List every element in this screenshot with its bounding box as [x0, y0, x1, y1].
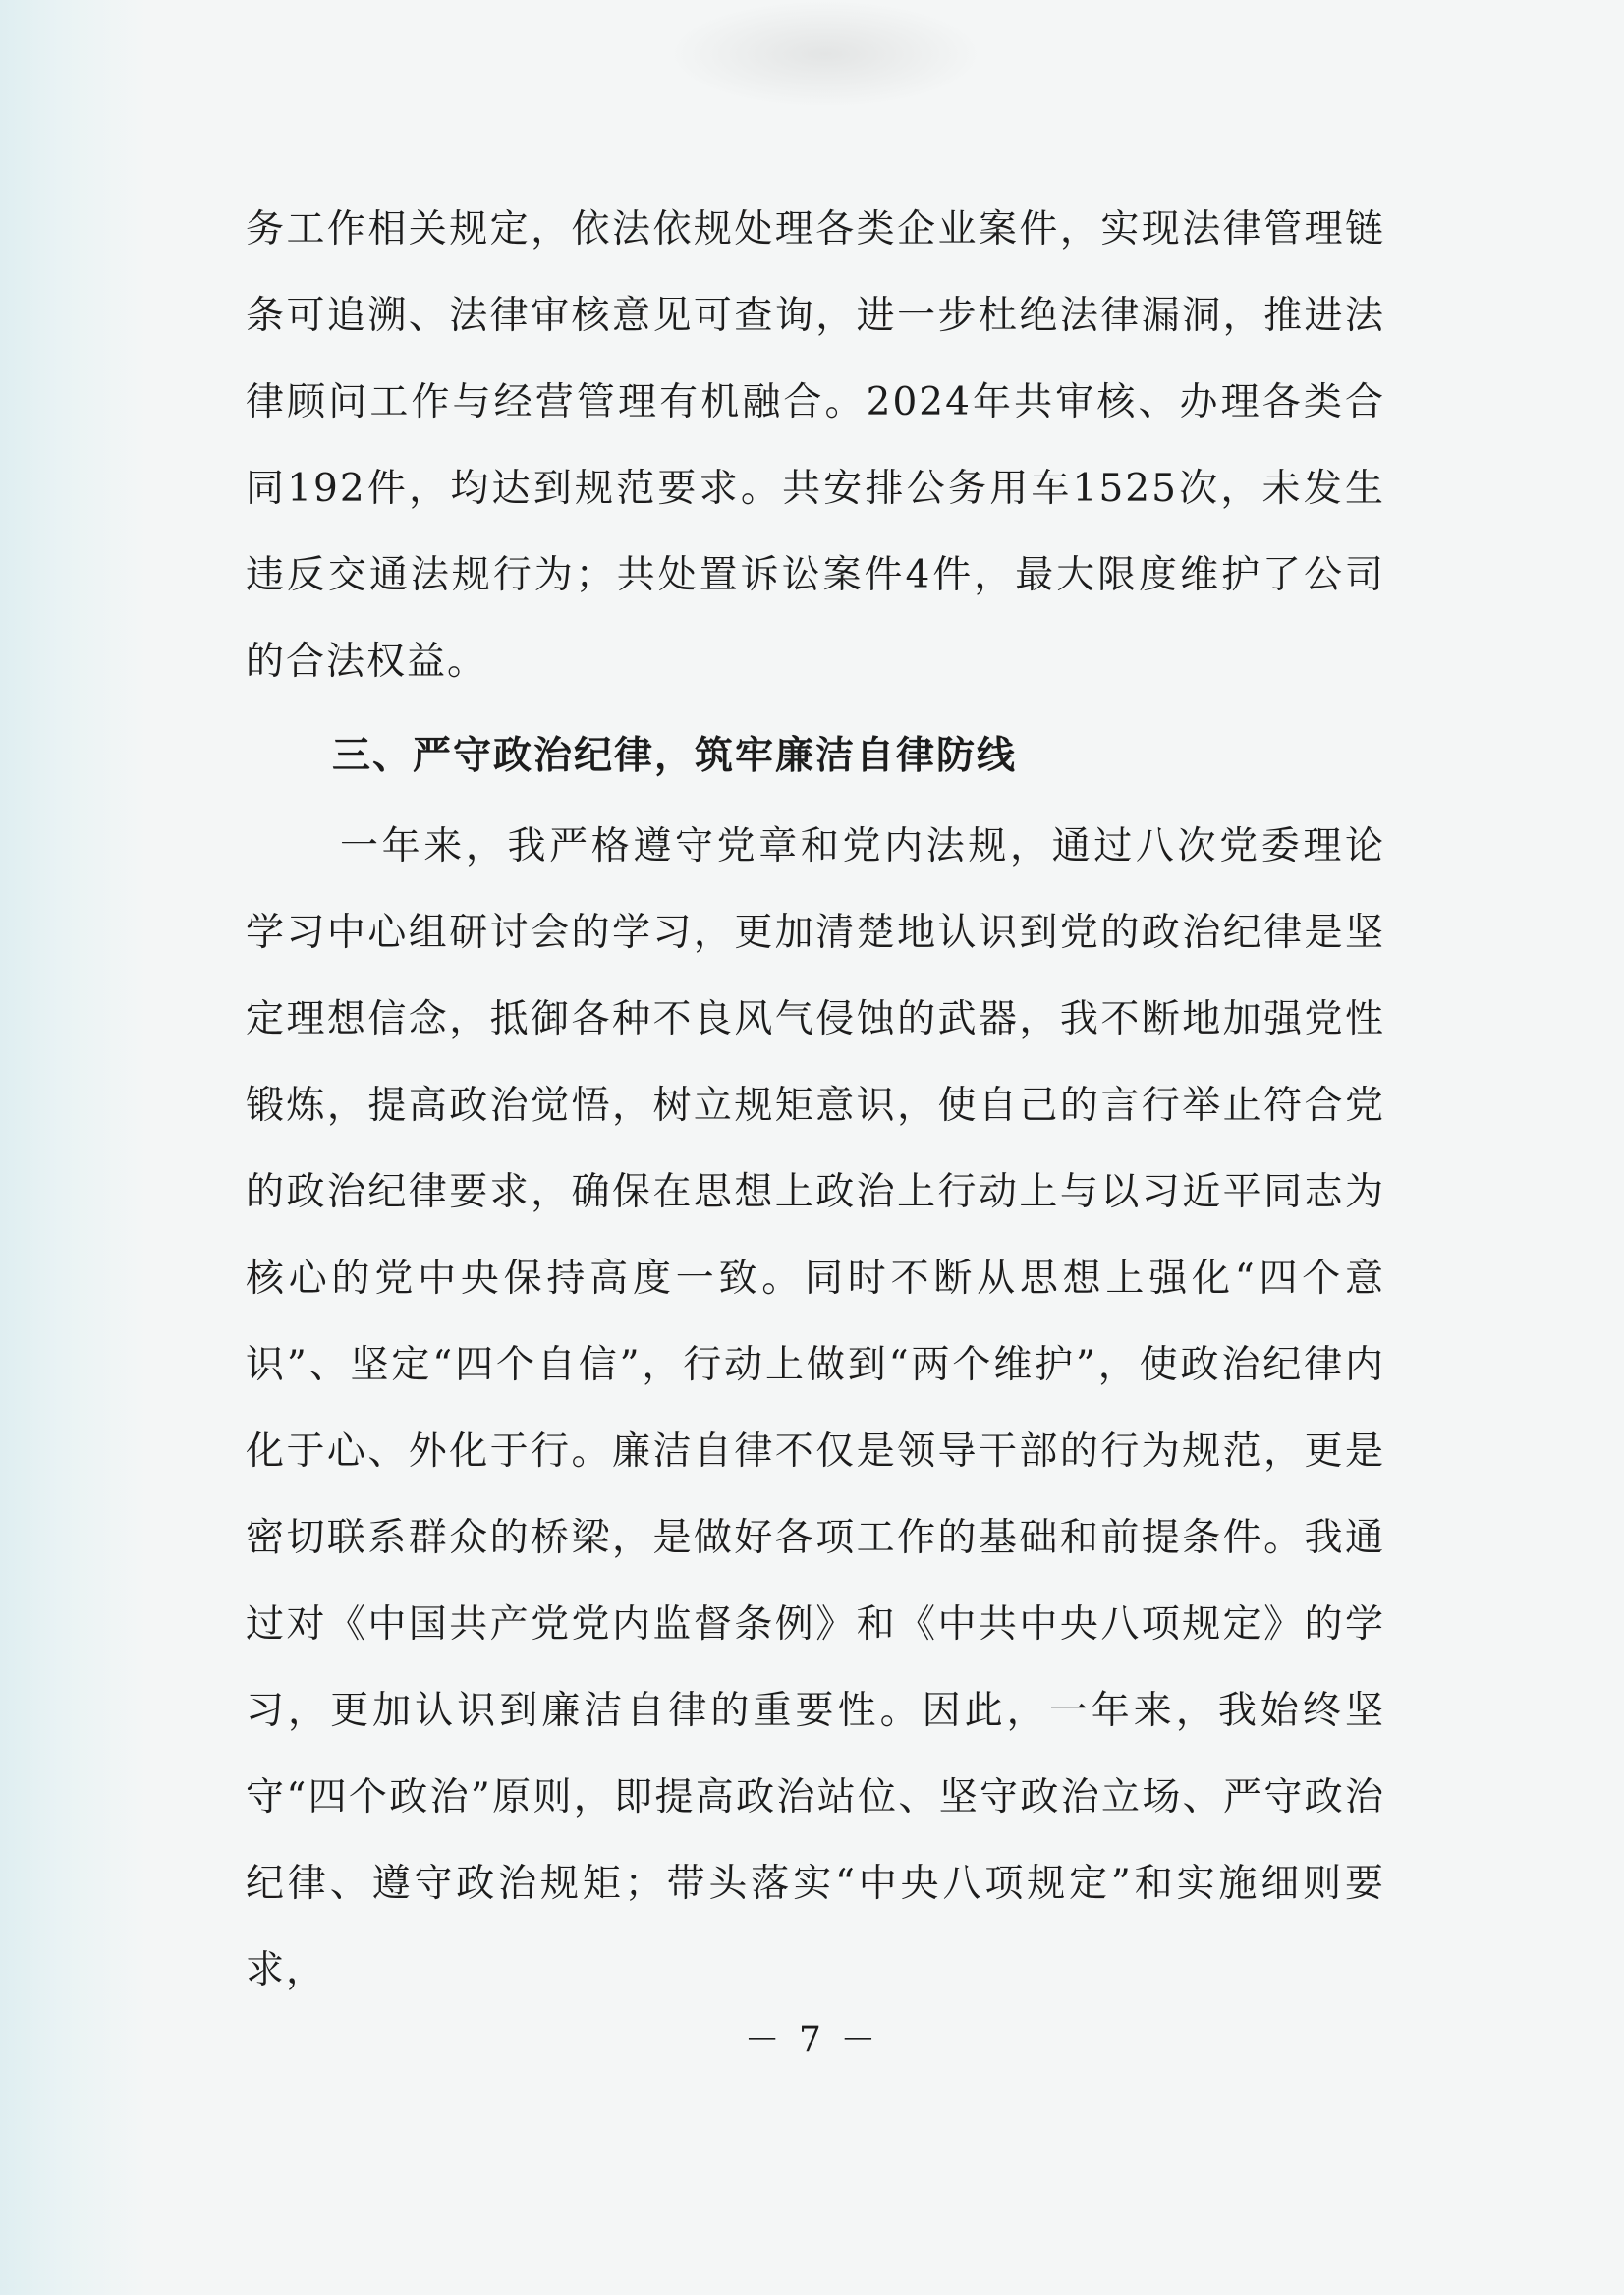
- ink-bleed-through: [668, 0, 982, 108]
- page-number: － 7 －: [744, 2020, 880, 2060]
- section-paragraph: 一年来，我严格遵守党章和党内法规，通过八次党委理论学习中心组研讨会的学习，更加清楚地认识到党的政治纪律是坚定理想信念，抵御各种不良风气侵蚀的武器，我不断地加强党性锻炼，提高政治觉悟，树立规矩意识，使自己的言行举止符合党的政治纪律要求，确保在思想上政治上行动上与以习近平同志为核心的党中央保持高度一致。同时不断从思想上强化“四个意识”、坚定“四个自信”，行动上做到“两个维护”，使政治纪律内化于心、外化于行。廉洁自律不仅是领导干部的行为规范，更是密切联系群众的桥梁，是做好各项工作的基础和前提条件。我通过对《中国共产党党内监督条例》和《中共中央八项规定》的学习，更加认识到廉洁自律的重要性。因此，一年来，我始终坚守“四个政治”原则，即提高政治站位、坚守政治立场、严守政治纪律、遵守政治规矩；带头落实“中央八项规定”和实施细则要求，: [246, 824, 1385, 1992]
- section-heading: 三、严守政治纪律，筑牢廉洁自律防线: [332, 734, 1018, 778]
- document-page: [246, 187, 1385, 2014]
- continued-paragraph: 务工作相关规定，依法依规处理各类企业案件，实现法律管理链条可追溯、法律审核意见可查询，进一步杜绝法律漏洞，推进法律顾问工作与经营管理有机融合。2024年共审核、办理各类合同192件，均达到规范要求。共安排公务用车1525次，未发生违反交通法规行为；共处置诉讼案件4件，最大限度维护了公司的合法权益。: [246, 207, 1385, 684]
- scan-edge-shadow: [0, 0, 147, 2295]
